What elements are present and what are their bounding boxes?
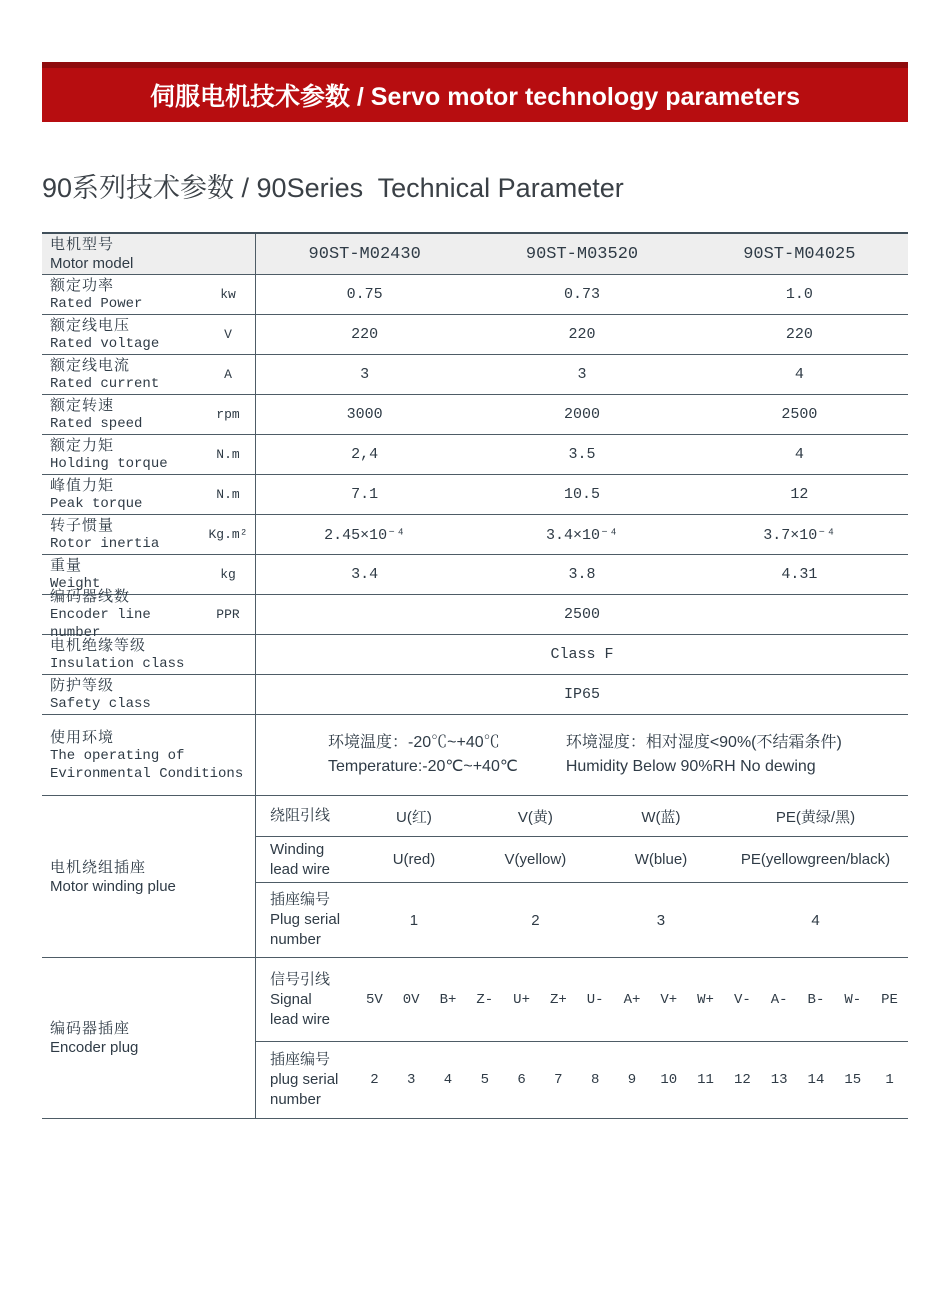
winding-subtable — [256, 796, 908, 957]
winding-wire-en-cell: PE(yellowgreen/black) — [740, 851, 891, 868]
param-value: 3.8 — [568, 566, 596, 583]
winding-wire-en-row — [256, 837, 908, 883]
param-label-cell — [42, 475, 256, 514]
param-value: 12 — [790, 486, 809, 503]
winding-wire-zh-row — [256, 796, 908, 837]
param-row — [42, 315, 908, 355]
param-label-en: Safety class — [50, 696, 151, 712]
param-label-en: Insulation class — [50, 656, 185, 672]
param-label-en: Rated current — [50, 376, 160, 392]
banner-title: 伺服电机技术参数 / Servo motor technology parameters — [149, 83, 801, 111]
param-row — [42, 635, 908, 675]
signal-pin-cell: Z+ — [549, 991, 567, 1008]
param-row — [42, 588, 908, 641]
header-label-zh: 电机型号 — [50, 236, 115, 253]
serial-number-cell: 8 — [590, 1072, 600, 1088]
param-value: 3.4×10⁻⁴ — [545, 527, 619, 544]
model-columns — [256, 234, 908, 274]
winding-label-cell — [42, 796, 256, 957]
winding-label-zh: 电机绕组插座 — [50, 858, 147, 876]
environment-values — [256, 715, 908, 795]
param-value: 3.4 — [351, 566, 379, 583]
param-label-en: Encoder line number — [50, 607, 151, 641]
model-name: 90ST-M03520 — [525, 244, 639, 264]
param-row — [42, 395, 908, 435]
signal-pin-cell: U+ — [513, 991, 530, 1008]
winding-wire-zh-cell: V(黄) — [517, 808, 553, 826]
param-label — [42, 588, 201, 641]
encoder-signal-label-en-2: lead wire — [270, 1010, 331, 1028]
param-label-zh: 额定线电压 — [50, 317, 131, 334]
signal-pin-cell: W- — [844, 991, 862, 1008]
param-unit: PPR — [216, 607, 240, 622]
param-value: 7.1 — [351, 486, 379, 503]
winding-wire-en-label-1: Winding — [270, 840, 325, 858]
encoder-label-zh: 编码器插座 — [50, 1020, 131, 1037]
winding-serial-label-en-1: Plug serial — [270, 911, 341, 928]
param-value: 4 — [794, 366, 804, 383]
encoder-label-cell — [42, 958, 256, 1118]
environment-label-cell — [42, 715, 256, 795]
param-unit: V — [224, 327, 232, 342]
param-unit: Kg.m² — [208, 527, 248, 542]
winding-serial-cell: 1 — [409, 911, 419, 929]
param-label-zh: 防护等级 — [50, 677, 115, 694]
signal-pin-cell: U- — [586, 991, 604, 1008]
humidity-block — [566, 731, 842, 779]
param-label — [42, 675, 201, 714]
serial-number-cell: 9 — [627, 1072, 637, 1088]
param-label-cell — [42, 275, 256, 314]
winding-wire-en-cell: U(red) — [392, 851, 436, 868]
param-values — [256, 395, 908, 434]
encoder-section — [42, 958, 908, 1119]
param-row — [42, 675, 908, 715]
param-label-en: Weight — [50, 576, 101, 592]
param-label-cell — [42, 635, 256, 674]
param-values — [256, 275, 908, 314]
temperature-zh: 环境温度：-20℃~+40℃ — [328, 734, 500, 751]
param-value: 3000 — [346, 406, 383, 423]
param-label-zh: 额定力矩 — [50, 437, 115, 454]
param-value: 3 — [360, 366, 370, 383]
signal-pin-cell: B- — [807, 991, 825, 1008]
param-values — [256, 435, 908, 474]
serial-number-cell: 3 — [406, 1072, 416, 1088]
param-unit — [201, 635, 255, 674]
serial-number-cell: 2 — [370, 1072, 379, 1088]
param-values — [256, 515, 908, 554]
param-label — [42, 395, 201, 434]
signal-pin-cell: 0V — [402, 991, 420, 1008]
encoder-serial-row — [256, 1042, 908, 1118]
winding-wire-en-values — [356, 837, 908, 882]
param-unit: kw — [220, 287, 236, 302]
param-label-cell — [42, 395, 256, 434]
environment-label-en-2: Evironmental Conditions — [50, 765, 244, 782]
environment-label-en-1: The operating of — [50, 747, 185, 764]
param-value: 2000 — [563, 406, 600, 423]
param-value: 220 — [785, 326, 813, 343]
serial-number-cell: 11 — [697, 1072, 714, 1088]
param-unit: rpm — [216, 407, 240, 422]
temperature-en: Temperature:-20℃~+40℃ — [328, 758, 518, 775]
serial-number-cell: 14 — [807, 1072, 825, 1088]
param-label-zh: 重量 — [50, 557, 83, 574]
serial-number-cell: 10 — [660, 1072, 678, 1088]
param-value: 3.5 — [568, 446, 596, 463]
param-label-zh: 峰值力矩 — [50, 477, 115, 494]
parameter-rows — [42, 275, 908, 715]
winding-serial-row — [256, 883, 908, 957]
header-label-en: Motor model — [50, 255, 134, 272]
param-value: 0.75 — [346, 286, 383, 303]
encoder-serial-values — [356, 1042, 908, 1118]
winding-serial-cell: 3 — [656, 911, 666, 929]
signal-pin-cell: A- — [770, 991, 788, 1008]
serial-number-cell: 7 — [554, 1072, 563, 1088]
param-unit: kg — [220, 567, 236, 582]
param-label-en: Rated Power — [50, 296, 143, 312]
winding-wire-zh-label: 绕阻引线 — [270, 807, 331, 824]
param-row — [42, 435, 908, 475]
winding-wire-en-cell: W(blue) — [634, 851, 688, 868]
param-label-cell — [42, 588, 256, 641]
param-label-en: Rated speed — [50, 416, 143, 432]
param-label — [42, 635, 201, 674]
param-row — [42, 275, 908, 315]
param-value: 3 — [577, 366, 587, 383]
humidity-zh: 环境湿度：相对湿度<90%(不结霜条件) — [565, 734, 842, 751]
param-unit: A — [224, 367, 232, 382]
encoder-signal-label — [256, 958, 356, 1041]
winding-wire-zh-cell: PE(黄绿/黑) — [775, 808, 856, 826]
param-label-zh: 电机绝缘等级 — [50, 637, 147, 654]
table-header-row — [42, 234, 908, 275]
param-span-value: IP65 — [563, 686, 600, 703]
signal-pin-cell: 5V — [365, 991, 383, 1008]
param-label — [42, 315, 201, 354]
page-title: 90系列技术参数 / 90Series Technical Parameter — [42, 173, 624, 203]
winding-serial-label-zh: 插座编号 — [270, 891, 331, 908]
param-value: 3.7×10⁻⁴ — [763, 527, 836, 544]
param-label-zh: 额定转速 — [50, 397, 115, 414]
serial-number-cell: 6 — [517, 1072, 526, 1088]
param-label-en: Rated voltage — [50, 336, 160, 352]
param-label-cell — [42, 315, 256, 354]
param-label — [42, 355, 201, 394]
winding-wire-zh-cell: W(蓝) — [641, 808, 681, 826]
signal-pin-cell: PE — [881, 991, 898, 1008]
param-values — [256, 555, 908, 594]
banner — [42, 62, 908, 122]
serial-number-cell: 15 — [844, 1072, 862, 1088]
param-label — [42, 515, 201, 554]
encoder-serial-label-zh: 插座编号 — [270, 1051, 331, 1068]
param-value: 2500 — [781, 406, 818, 423]
winding-wire-zh-values — [356, 796, 908, 836]
encoder-label-en: Encoder plug — [50, 1039, 139, 1056]
param-label-cell — [42, 435, 256, 474]
param-row — [42, 475, 908, 515]
param-value: 2,4 — [351, 446, 379, 463]
encoder-signal-label-zh: 信号引线 — [270, 970, 331, 988]
param-row — [42, 355, 908, 395]
encoder-serial-label-en-2: number — [270, 1091, 321, 1108]
serial-number-cell: 13 — [770, 1072, 788, 1088]
param-values — [256, 315, 908, 354]
environment-label-zh: 使用环境 — [50, 728, 115, 746]
signal-pin-cell: Z- — [476, 991, 494, 1008]
param-label-zh: 额定功率 — [50, 277, 115, 294]
winding-serial-cell: 2 — [531, 911, 540, 929]
humidity-en: Humidity Below 90%RH No dewing — [565, 758, 816, 775]
winding-wire-zh-cell: U(红) — [396, 808, 432, 826]
param-value: 0.73 — [563, 286, 600, 303]
param-value: 220 — [351, 326, 379, 343]
environment-row — [42, 715, 908, 796]
winding-serial-values — [356, 883, 908, 957]
encoder-serial-label-en-1: plug serial — [270, 1071, 339, 1088]
winding-wire-en-cell: V(yellow) — [504, 851, 567, 868]
param-label-cell — [42, 675, 256, 714]
param-label — [42, 435, 201, 474]
param-unit — [201, 675, 255, 714]
param-label — [42, 275, 201, 314]
model-name: 90ST-M04025 — [743, 244, 856, 264]
param-unit: N.m — [216, 487, 240, 502]
serial-number-cell: 5 — [480, 1072, 489, 1088]
param-label-cell — [42, 515, 256, 554]
param-row — [42, 515, 908, 555]
signal-pin-cell: A+ — [623, 991, 641, 1008]
param-label-cell — [42, 355, 256, 394]
winding-wire-en-label — [256, 837, 356, 882]
param-label — [42, 475, 201, 514]
param-span-value: Class F — [550, 646, 614, 663]
header-label-cell — [42, 234, 256, 274]
param-values — [256, 355, 908, 394]
winding-serial-label-en-2: number — [270, 931, 321, 948]
encoder-signal-label-en-1: Signal — [270, 990, 312, 1008]
winding-label-en: Motor winding plue — [50, 877, 176, 895]
parameters-table — [42, 232, 908, 1119]
winding-wire-en-label-2: lead wire — [270, 860, 331, 878]
winding-section — [42, 796, 908, 958]
param-value: 2.45×10⁻⁴ — [324, 527, 406, 544]
param-unit: N.m — [216, 447, 240, 462]
param-value: 220 — [568, 326, 596, 343]
param-span-value: 2500 — [563, 606, 600, 623]
encoder-signal-pins — [356, 958, 908, 1041]
winding-serial-label — [256, 883, 356, 957]
encoder-signal-row — [256, 958, 908, 1042]
param-label-zh: 额定线电流 — [50, 357, 131, 374]
temperature-block — [328, 731, 518, 779]
param-value: 4 — [794, 446, 804, 463]
param-values — [256, 475, 908, 514]
signal-pin-cell: V- — [733, 991, 751, 1008]
model-name: 90ST-M02430 — [308, 244, 421, 264]
encoder-subtable — [256, 958, 908, 1118]
param-value: 1.0 — [785, 286, 813, 303]
signal-pin-cell: V+ — [660, 991, 678, 1008]
param-label-en: Peak torque — [50, 496, 143, 512]
serial-number-cell: 1 — [885, 1072, 894, 1088]
encoder-serial-label — [256, 1042, 356, 1118]
param-value: 4.31 — [781, 566, 818, 583]
param-value: 10.5 — [563, 486, 600, 503]
param-label-en: Holding torque — [50, 456, 168, 472]
param-label-zh: 转子惯量 — [50, 517, 115, 534]
winding-serial-cell: 4 — [811, 911, 820, 929]
signal-pin-cell: W+ — [697, 991, 714, 1008]
serial-number-cell: 4 — [443, 1072, 453, 1088]
param-label-en: Rotor inertia — [50, 536, 160, 552]
signal-pin-cell: B+ — [439, 991, 457, 1008]
serial-number-cell: 12 — [733, 1072, 751, 1088]
param-label-zh: 编码器线数 — [50, 588, 131, 605]
